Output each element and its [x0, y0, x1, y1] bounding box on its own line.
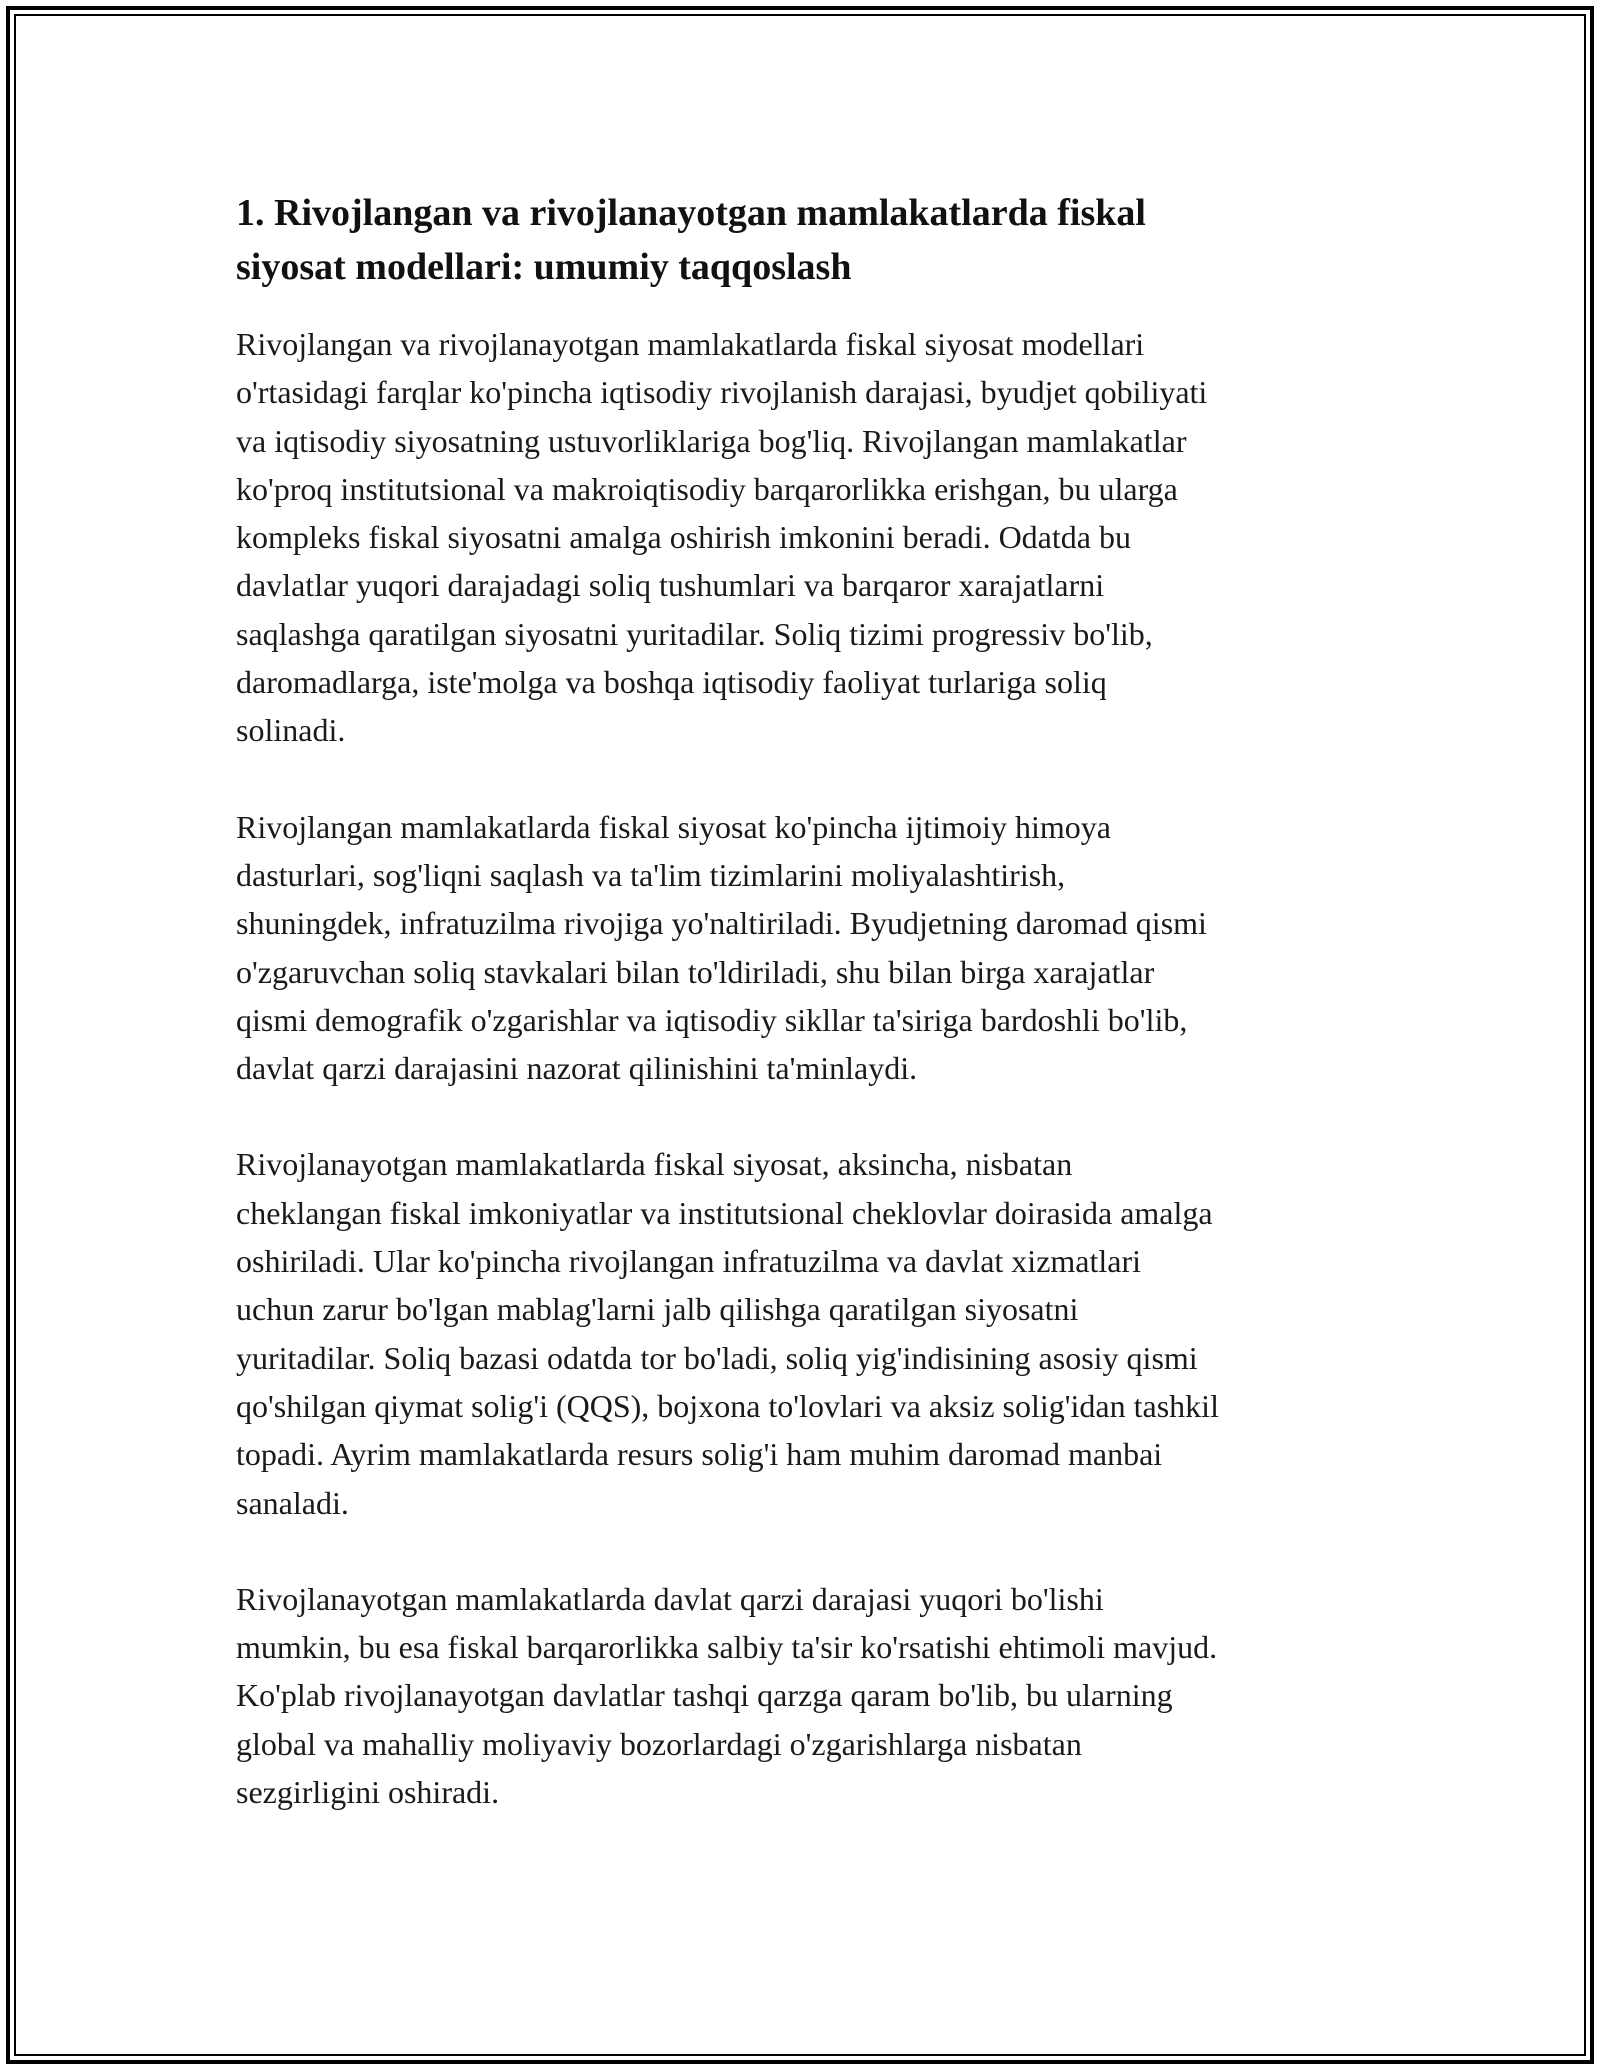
text-line: topadi. Ayrim mamlakatlarda resurs solig'i ham muhim daromad manbai: [236, 1436, 1163, 1473]
text-line: uchun zarur bo'lgan mablag'larni jalb qilishga qaratilgan siyosatni: [236, 1291, 1079, 1328]
text-line: qismi demografik o'zgarishlar va iqtisodiy sikllar ta'siriga bardoshli bo'lib,: [236, 1001, 1188, 1038]
text-line: daromadlarga, iste'molga va boshqa iqtisodiy faoliyat turlariga soliq: [236, 664, 1107, 701]
text-line: cheklangan fiskal imkoniyatlar va institutsional cheklovlar doirasida amalga: [236, 1194, 1213, 1231]
text-line: global va mahalliy moliyaviy bozorlardagi o'zgarishlarga nisbatan: [236, 1725, 1082, 1762]
text-line: Rivojlanayotgan mamlakatlarda fiskal siyosat, aksincha, nisbatan: [236, 1146, 1073, 1183]
text-line: davlatlar yuqori darajadagi soliq tushumlari va barqaror xarajatlarni: [236, 567, 1105, 604]
text-line: Rivojlangan mamlakatlarda fiskal siyosat ko'pincha ijtimoiy himoya: [236, 808, 1111, 845]
text-line: va iqtisodiy siyosatning ustuvorliklariga bog'liq. Rivojlangan mamlakatlar: [236, 422, 1187, 459]
text-line: o'zgaruvchan soliq stavkalari bilan to'ldiriladi, shu bilan birga xarajatlar: [236, 953, 1155, 990]
text-line: shuningdek, infratuzilma rivojiga yo'naltiriladi. Byudjetning daromad qismi: [236, 905, 1207, 942]
text-line: oshiriladi. Ular ko'pincha rivojlangan infratuzilma va davlat xizmatlari: [236, 1243, 1142, 1280]
paragraph-1: [236, 320, 1376, 755]
text-line: sezgirligini oshiradi.: [236, 1774, 500, 1811]
paragraph-3: [236, 1140, 1376, 1526]
document-body: [236, 186, 1376, 1864]
text-line: Ko'plab rivojlanayotgan davlatlar tashqi qarzga qaram bo'lib, bu ularning: [236, 1677, 1173, 1714]
text-line: sanaladi.: [236, 1484, 349, 1521]
section-heading: [236, 186, 1376, 294]
text-line: yuritadilar. Soliq bazasi odatda tor bo'ladi, soliq yig'indisining asosiy qismi: [236, 1339, 1198, 1376]
text-line: saqlashga qaratilgan siyosatni yuritadilar. Soliq tizimi progressiv bo'lib,: [236, 615, 1153, 652]
text-line: qo'shilgan qiymat solig'i (QQS), bojxona to'lovlari va aksiz solig'idan tashkil: [236, 1387, 1219, 1424]
text-line: Rivojlanayotgan mamlakatlarda davlat qarzi darajasi yuqori bo'lishi: [236, 1580, 1104, 1617]
paragraph-4: [236, 1575, 1376, 1816]
text-line: Rivojlangan va rivojlanayotgan mamlakatlarda fiskal siyosat modellari: [236, 326, 1145, 362]
text-line: o'rtasidagi farqlar ko'pincha iqtisodiy rivojlanish darajasi, byudjet qobiliyati: [236, 374, 1208, 411]
heading-line: siyosat modellari: umumiy taqqoslash: [236, 246, 852, 288]
text-line: kompleks fiskal siyosatni amalga oshirish imkonini beradi. Odatda bu: [236, 519, 1131, 556]
text-line: mumkin, bu esa fiskal barqarorlikka salbiy ta'sir ko'rsatishi ehtimoli mavjud.: [236, 1629, 1218, 1666]
paragraph-2: [236, 803, 1376, 1093]
heading-line: 1. Rivojlangan va rivojlanayotgan mamlakatlarda fiskal: [236, 192, 1146, 234]
text-line: davlat qarzi darajasini nazorat qilinishini ta'minlaydi.: [236, 1050, 918, 1087]
text-line: dasturlari, sog'liqni saqlash va ta'lim tizimlarini moliyalashtirish,: [236, 856, 1066, 893]
text-line: solinadi.: [236, 712, 346, 749]
text-line: ko'proq institutsional va makroiqtisodiy barqarorlikka erishgan, bu ularga: [236, 470, 1178, 507]
